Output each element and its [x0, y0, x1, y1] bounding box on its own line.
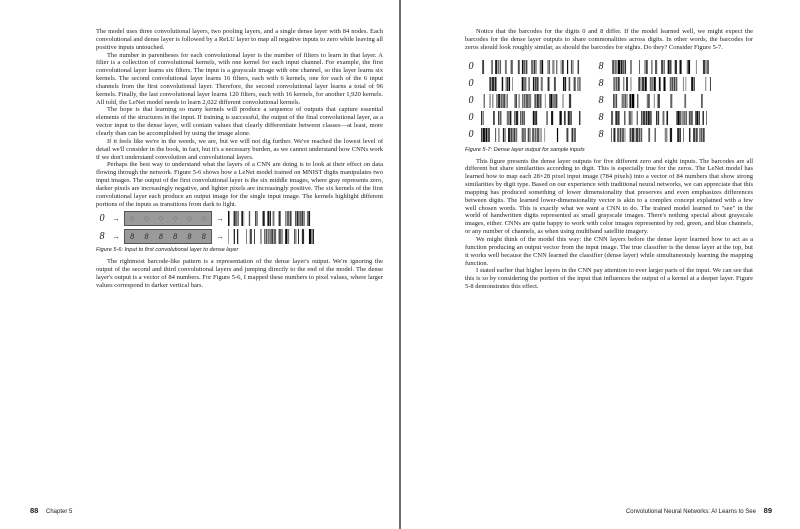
left-text-column [96, 28, 383, 290]
digit-image: 0 [468, 111, 474, 123]
barcode-row [465, 94, 581, 108]
arrow-icon: → [216, 213, 224, 223]
paragraph: The hope is that learning so many kernels will produce a sequence of outputs that capture essential elements of the structures in the input. If training is successful, the output of the final convolutional layer, as a vector input to the dense layer, will contain values that clearly differentiate between classes—at least, more clearly than can be accomplished by using the image alone. [96, 106, 383, 137]
arrow-icon: → [112, 231, 120, 241]
right-page [401, 0, 800, 529]
barcode-row [465, 60, 581, 74]
barcode-row [465, 128, 581, 142]
dense-barcode [611, 94, 711, 108]
paragraph: The model uses three convolutional layers, two pooling layers, and a single dense layer with 84 nodes. Each convolutional and dense layer is followed by a ReLU layer to map all negative inputs to zero while leaving all positive inputs untouched. [96, 28, 383, 51]
eight-barcodes [595, 57, 711, 145]
right-footer [626, 506, 772, 515]
paragraph: The rightmost barcode-like pattern is a representation of the dense layer's output. We're ignoring the output of the second and third convolutional layers and jumping directly to the end of the model. The dense layer's output is a vector of 84 numbers. For Figure 5-6, I mapped these numbers to pixel values, where larger values correspond to darker vertical bars. [96, 258, 383, 289]
left-footer [30, 506, 72, 515]
figure-caption: Figure 5-7: Dense layer output for sample inputs [465, 146, 585, 153]
figure-row-eight [96, 229, 383, 244]
dense-barcode [611, 60, 711, 74]
dense-barcode [611, 111, 711, 125]
barcode-row [595, 128, 711, 142]
arrow-icon: → [216, 231, 224, 241]
dense-barcode [611, 128, 711, 142]
digit-image: 8 [598, 128, 604, 140]
figure-5-7 [465, 57, 753, 145]
figure-caption: Figure 5-6: Input to first convolutional layer to dense layer [96, 247, 239, 254]
dense-barcode [481, 111, 581, 125]
barcode-row [595, 111, 711, 125]
digit-image: 8 [598, 77, 604, 89]
paragraph: This figure presents the dense layer outputs for five different zero and eight inputs. The barcodes are all different but share similarities according to digit. This is especially true for the zeros. The LeNet model has learned how to map each 28×28 pixel input image (784 pixels) into a vector of 84 numbers that show strong similarities by digit type. Based on our experience with traditional neural networks, we can appreciate that this mapping has produced something of lower dimensionality that preserves and even emphasizes differences between digits. The learned lower-dimensionality vector is akin to a complex concept explained with a few well chosen words. This is exactly what we want a CNN to do. The trained model learned to "see" in the world of handwritten digits represented as small grayscale images. There's nothing special about grayscale images, either. CNNs are quite happy to work with color images represented by red, green, and blue channels, or any number of channels, as when using multiband satellite imagery. [465, 157, 753, 236]
dense-barcode [481, 60, 581, 74]
barcode-row [595, 94, 711, 108]
dense-barcode [481, 128, 581, 142]
barcode-row [465, 111, 581, 125]
barcode-row [595, 77, 711, 91]
digit-image: 0 [468, 94, 474, 106]
digit-image: 0 [468, 128, 474, 140]
paragraph: Perhaps the best way to understand what the layers of a CNN are doing is to look at their effect on data flowing through the network. Figure 5-6 shows how a LeNet model trained on MNIST digits manipulates two input images. The output of the first convolutional layer is the six middle images, where gray represents zero, darker pixels are increasingly negative, and lighter pixels are increasingly positive. The six kernels of the first convolutional layer each produce an output image for the single input image. The kernels highlight different portions of the inputs as transitions from dark to light. [96, 161, 383, 208]
paragraph: I stated earlier that higher layers in the CNN pay attention to ever larger parts of the input. We can see that this is so by considering the portion of the input that influences the output of a kernel at a deeper layer. Figure 5-8 demonstrates this effect. [465, 267, 753, 291]
arrow-icon: → [112, 213, 120, 223]
left-page [0, 0, 399, 529]
digit-image: 8 [598, 111, 604, 123]
digit-image: 0 [468, 77, 474, 89]
input-digit-image: 0 [99, 212, 105, 224]
paragraph: The number in parentheses for each convolutional layer is the number of filters to learn in that layer. A filter is a collection of convolutional kernels, with one kernel for each input channel. For example, the first convolutional layer learns six filters. The input is a grayscale image with one channel, so this layer learns six kernels. The second convolutional layer learns 16 filters, each with 6 kernels, one for each of the 6 input channels from the first convolutional layer. Therefore, the second convolutional layer learns a total of 96 kernels. Finally, the last convolutional layer learns 120 filters, each with 16 kernels, for another 1,920 kernels. All told, the LeNet model needs to learn 2,022 different convolutional kernels. [96, 51, 383, 106]
digit-image: 8 [598, 94, 604, 106]
page-number: 88 [30, 506, 39, 515]
conv-output-images: ◌ ◌ ◌ ◌ ◌ ◌ [124, 211, 212, 226]
page-number: 89 [763, 506, 772, 515]
running-head: Convolutional Neural Networks: AI Learns to See [625, 509, 756, 515]
digit-image: 0 [468, 60, 474, 72]
dense-barcode [481, 77, 581, 91]
zero-barcodes [465, 57, 581, 145]
conv-output-images: 8 8 8 8 8 8 [124, 229, 212, 244]
paragraph: We might think of the model this way: the CNN layers before the dense layer learned how to act as a function producing an output vector from the input image. The true classifier is the dense layer at the top, but it works well because the CNN learned the classifier (dense layer) while simultaneously learning the mapping function. [465, 235, 753, 267]
dense-barcode [228, 229, 314, 244]
barcode-row [465, 77, 581, 91]
dense-barcode [611, 77, 711, 91]
input-digit-image: 8 [99, 230, 105, 242]
figure-row-zero [96, 211, 383, 226]
barcode-row [595, 60, 711, 74]
dense-barcode [481, 94, 581, 108]
figure-5-6 [96, 211, 383, 244]
running-head: Chapter 5 [46, 509, 73, 515]
dense-barcode [228, 211, 314, 226]
right-text-column [465, 28, 753, 291]
digit-image: 8 [598, 60, 604, 72]
paragraph: If it feels like we're in the weeds, we are, but we will not dig further. We've reached the lowest level of detail we'll consider in the book, in fact, but it's a necessary burden, as we cannot understand how CNNs work if we don't understand convolution and convolutional layers. [96, 137, 383, 161]
paragraph: Notice that the barcodes for the digits 0 and 8 differ. If the model learned well, we might expect the barcodes for the dense layer outputs to share commonalities across digits. In other words, the barcodes for zeros should look roughly similar, as should the barcodes for eights. Do they? Consider Figure 5-7. [465, 28, 753, 51]
